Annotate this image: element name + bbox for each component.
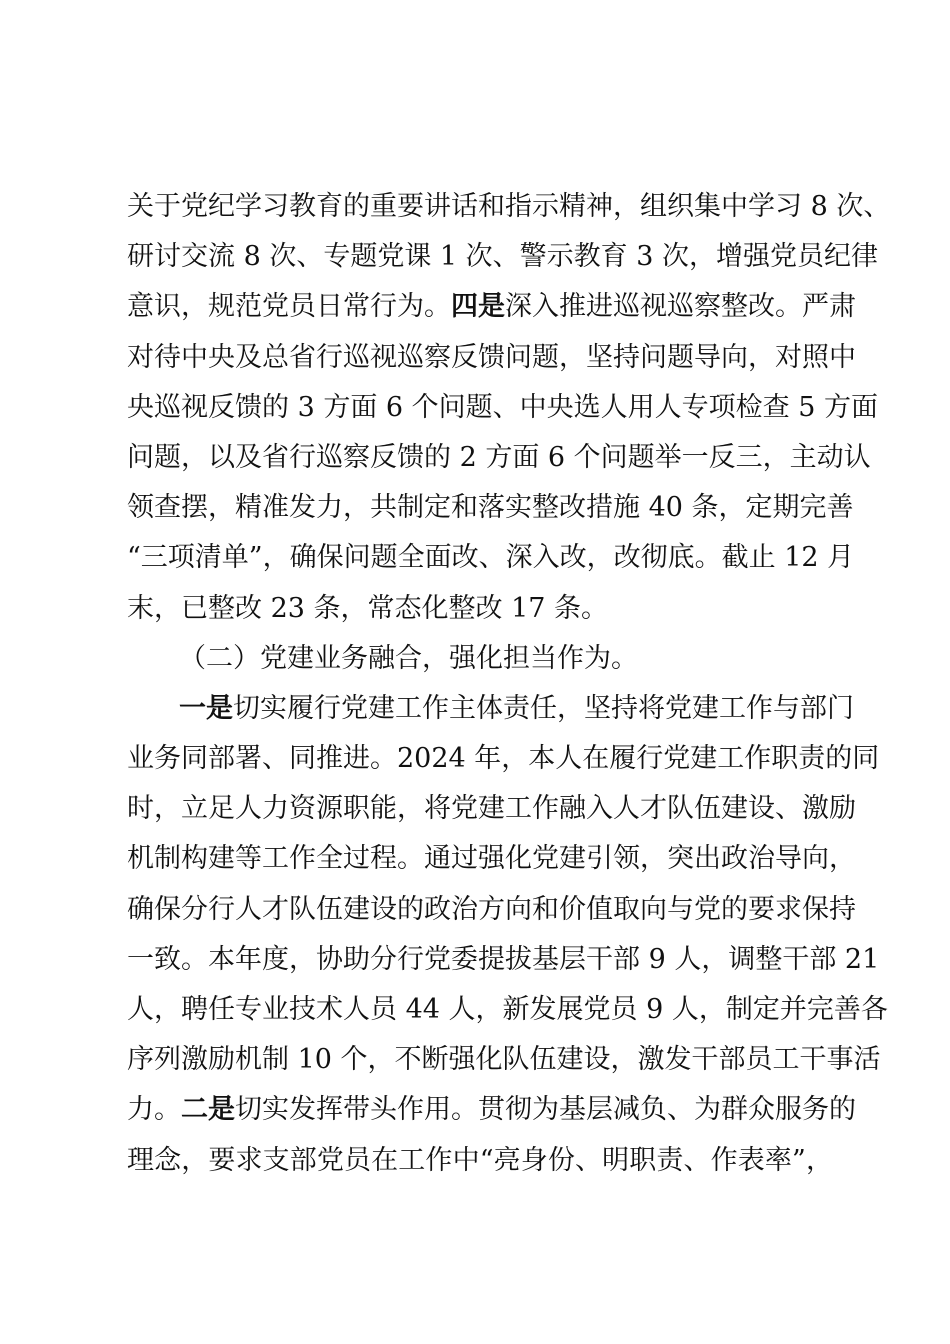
text-line (127, 985, 888, 1035)
text-segment: 末，已整改 23 条，常态化整改 17 条。 (127, 592, 609, 624)
text-segment: 理念，要求支部党员在工作中“亮身份、明职责、作表率”， (127, 1144, 833, 1176)
text-segment: 领查摆，精准发力，共制定和落实整改措施 40 条，定期完善 (127, 492, 854, 524)
text-segment: 序列激励机制 10 个，不断强化队伍建设，激发干部员工干事活 (127, 1044, 881, 1076)
paragraph-first-line (127, 634, 833, 684)
text-line (127, 1085, 856, 1135)
text-line (127, 232, 879, 282)
text-line (127, 282, 856, 332)
text-line (127, 433, 871, 483)
text-line (127, 834, 856, 884)
text-line (127, 533, 855, 583)
bold-lead-phrase: 二是 (181, 1094, 235, 1126)
text-segment: 切实发挥带头作用。贯彻为基层减负、为群众服务的 (235, 1094, 856, 1126)
text-segment: 切实履行党建工作主体责任，坚持将党建工作与部门 (233, 692, 854, 724)
text-line (127, 383, 879, 433)
text-segment: 人，聘任专业技术人员 44 人，新发展党员 9 人，制定并完善各 (127, 994, 888, 1025)
body-text (127, 182, 891, 1186)
text-segment: 对待中央及总省行巡视巡察反馈问题，坚持问题导向，对照中 (127, 341, 856, 373)
bold-lead-phrase: 一是 (179, 692, 233, 724)
text-line (127, 885, 856, 935)
text-segment: 力。 (127, 1094, 181, 1126)
text-line (127, 784, 856, 834)
text-segment: 确保分行人才队伍建设的政治方向和价值取向与党的要求保持 (127, 893, 856, 925)
text-segment: 央巡视反馈的 3 方面 6 个问题、中央选人用人专项检查 5 方面 (127, 391, 879, 423)
text-segment: 业务同部署、同推进。2024 年，本人在履行党建工作职责的同 (127, 743, 880, 775)
text-segment: 深入推进巡视巡察整改。严肃 (505, 291, 856, 323)
text-line (127, 935, 880, 985)
text-segment: 问题，以及省行巡察反馈的 2 方面 6 个问题举一反三，主动认 (127, 441, 871, 473)
text-segment: 机制构建等工作全过程。通过强化党建引领，突出政治导向， (127, 843, 856, 875)
text-line (127, 483, 854, 533)
text-line (127, 584, 833, 634)
text-segment: 时，立足人力资源职能，将党建工作融入人才队伍建设、激励 (127, 793, 856, 825)
paragraph-first-line (127, 684, 854, 734)
text-segment: 关于党纪学习教育的重要讲话和指示精神，组织集中学习 8 次、 (127, 191, 891, 222)
text-line (127, 1035, 881, 1085)
text-segment: （二）党建业务融合，强化担当作为。 (179, 642, 638, 674)
text-line (127, 333, 856, 383)
text-line (127, 1136, 833, 1186)
text-segment: “三项清单”，确保问题全面改、深入改，改彻底。截止 12 月 (127, 542, 855, 574)
text-line (127, 734, 880, 784)
bold-lead-phrase: 四是 (451, 291, 505, 323)
text-segment: 意识，规范党员日常行为。 (127, 291, 451, 323)
text-segment: 一致。本年度，协助分行党委提拔基层干部 9 人，调整干部 21 (127, 943, 880, 975)
text-line (127, 182, 891, 232)
text-segment: 研讨交流 8 次、专题党课 1 次、警示教育 3 次，增强党员纪律 (127, 241, 879, 273)
